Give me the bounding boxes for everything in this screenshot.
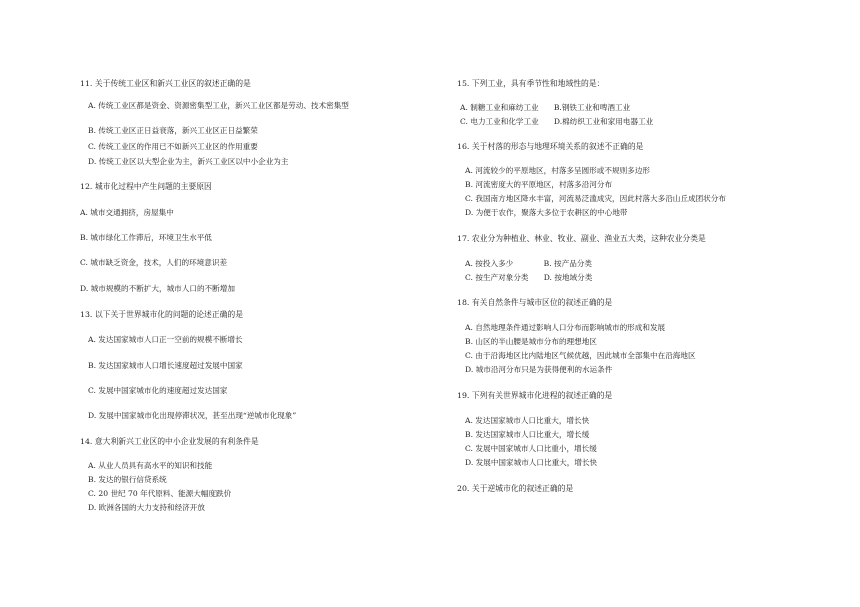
question-19-option-d: D. 发展中国家城市人口比重大，增长快 — [465, 458, 598, 467]
question-18-option-c: C. 由于沿海地区比内陆地区气候优越，因此城市全部集中在沿海地区 — [465, 351, 696, 360]
question-12-option-d: D. 城市规模的不断扩大，城市人口的不断增加 — [80, 284, 235, 293]
question-16-option-b: B. 河流密度大的平原地区，村落多沿河分布 — [465, 180, 613, 189]
question-11-option-b: B. 传统工业区正日益衰落，新兴工业区正日益繁荣 — [88, 126, 258, 135]
question-15-options-cd: C. 电力工业和化学工业 D.棉纺织工业和家用电器工业 — [460, 117, 654, 126]
question-19-stem: 19. 下列有关世界城市化进程的叙述正确的是 — [457, 391, 613, 400]
question-17-options-cd: C. 按生产对象分类 D. 按地域分类 — [465, 273, 593, 282]
question-17-stem: 17. 农业分为种植业、林业、牧业、副业、渔业五大类，这种农业分类是 — [457, 234, 706, 243]
question-17-options-ab: A. 按投入多少 B. 按产品分类 — [465, 259, 593, 268]
question-11-option-d: D. 传统工业区以大型企业为主，新兴工业区以中小企业为主 — [88, 157, 289, 166]
question-16-option-c: C. 我国南方地区降水丰富，河流易泛滥成灾，因此村落大多沿山丘成团状分布 — [465, 194, 726, 203]
question-19-option-a: A. 发达国家城市人口比重大，增长快 — [465, 416, 590, 425]
question-16-stem: 16. 关于村落的形态与地理环境关系的叙述不正确的是 — [457, 142, 644, 151]
question-13-option-c: C. 发展中国家城市化的速度超过发达国家 — [88, 386, 228, 395]
question-16-option-d: D. 为便于农作，聚落大多位于农耕区的中心地带 — [465, 208, 628, 217]
question-20-stem: 20. 关于逆城市化的叙述正确的是 — [457, 484, 574, 493]
question-12-stem: 12. 城市化过程中产生问题的主要原因 — [80, 182, 212, 191]
question-12-option-a: A. 城市交通拥挤，房屋集中 — [80, 208, 174, 217]
question-18-option-a: A. 自然地理条件通过影响人口分布而影响城市的形成和发展 — [465, 323, 666, 332]
question-15-stem: 15. 下列工业，具有季节性和地域性的是： — [457, 79, 605, 88]
question-19-option-b: B. 发达国家城市人口比重大，增长缓 — [465, 430, 590, 439]
question-12-option-c: C. 城市缺乏资金，技术，人们的环境意识差 — [80, 258, 228, 267]
question-14-option-d: D. 欧洲各国的大力支持和经济开放 — [88, 503, 205, 512]
question-16-option-a: A. 河流较少的平原地区，村落多呈圆形或不规则多边形 — [465, 166, 650, 175]
question-11-option-c: C. 传统工业区的作用已不如新兴工业区的作用重要 — [88, 142, 258, 151]
question-15-options-ab: A. 制糖工业和麻纺工业 B.钢铁工业和啤酒工业 — [460, 103, 631, 112]
question-11-option-a: A. 传统工业区都是资金、资源密集型工业，新兴工业区都是劳动、技术密集型 — [88, 101, 349, 110]
question-13-stem: 13. 以下关于世界城市化的问题的论述正确的是 — [80, 310, 244, 319]
question-12-option-b: B. 城市绿化工作滞后，环境卫生水平低 — [80, 233, 212, 242]
question-14-stem: 14. 意大利新兴工业区的中小企业发展的有利条件是 — [80, 437, 259, 446]
question-13-option-b: B. 发达国家城市人口增长速度超过发展中国家 — [88, 361, 243, 370]
question-18-option-b: B. 山区的半山腰是城市分布的理想地区 — [465, 337, 597, 346]
question-14-option-c: C. 20 世纪 70 年代原料、能源大幅度跌价 — [88, 489, 232, 498]
question-11-stem: 11. 关于传统工业区和新兴工业区的叙述正确的是 — [80, 79, 251, 88]
question-13-option-a: A. 发达国家城市人口正一空前的规模不断增长 — [88, 335, 243, 344]
question-14-option-a: A. 从业人员具有高水平的知识和技能 — [88, 461, 213, 470]
question-19-option-c: C. 发展中国家城市人口比重小，增长缓 — [465, 444, 597, 453]
question-18-option-d: D. 城市沿河分布只是为获得便利的水运条件 — [465, 365, 613, 374]
question-18-stem: 18. 有关自然条件与城市区位的叙述正确的是 — [457, 298, 613, 307]
question-14-option-b: B. 发达的银行信贷系统 — [88, 475, 167, 484]
question-13-option-d: D. 发展中国家城市化出现停滞状况，甚至出现“逆城市化现象” — [88, 411, 297, 420]
